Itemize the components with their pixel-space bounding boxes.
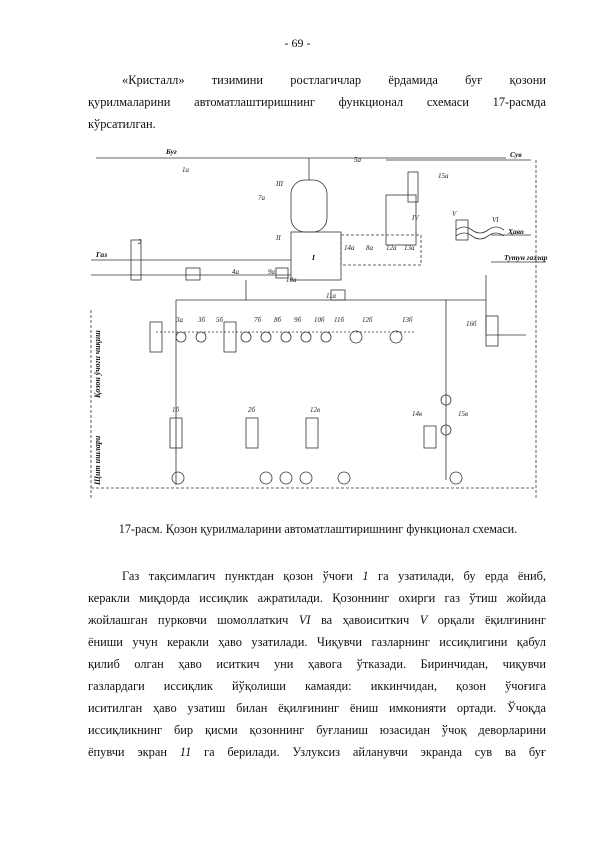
svg-text:1а: 1а (182, 166, 189, 174)
steam-label: Буғ (166, 147, 177, 156)
svg-text:16б: 16б (466, 320, 477, 328)
svg-text:III: III (276, 180, 283, 188)
gas-label: Газ (96, 250, 108, 259)
svg-text:4а: 4а (232, 268, 239, 276)
intro-line-2: қурилмаларини автоматлаштиришнинг функционал схемаси 17-расмда (88, 95, 546, 109)
svg-text:IV: IV (412, 214, 419, 222)
svg-text:7б: 7б (254, 316, 262, 324)
flue-gas-label: Тутун газлар (504, 253, 548, 262)
svg-text:14в: 14в (412, 410, 423, 418)
svg-text:VI: VI (492, 216, 499, 224)
svg-text:13а: 13а (404, 244, 415, 252)
air-label: Ҳаво (508, 227, 524, 236)
svg-text:5а: 5а (354, 156, 361, 164)
svg-text:II: II (276, 234, 281, 242)
page-number: - 69 - (284, 36, 311, 50)
svg-text:13б: 13б (402, 316, 413, 324)
svg-text:2: 2 (138, 238, 142, 246)
panel-vertical-label: Щит ишлари (93, 435, 102, 485)
svg-text:15а: 15а (438, 172, 449, 180)
svg-text:2б: 2б (248, 406, 256, 414)
svg-text:9б: 9б (294, 316, 302, 324)
svg-text:11а: 11а (326, 292, 336, 300)
svg-text:9а: 9а (268, 268, 275, 276)
svg-text:5б: 5б (216, 316, 224, 324)
svg-text:10б: 10б (314, 316, 325, 324)
svg-text:10а: 10а (286, 276, 297, 284)
scheme-diagram (86, 140, 548, 510)
intro-line-3: кўрсатилган. (88, 117, 156, 131)
water-label: Сув (510, 150, 522, 159)
figure-caption: 17-расм. Қозон қурилмаларини автоматлаштиришнинг функционал схемаси. (118, 522, 518, 536)
furnace-vertical-label: Қозон ўчоги чиқиш (93, 330, 102, 398)
svg-text:3а: 3а (176, 316, 183, 324)
svg-text:8б: 8б (274, 316, 282, 324)
boiler-drum (291, 180, 327, 232)
intro-paragraph (88, 69, 546, 135)
intro-line-1: «Кристалл» тизимини ростлагичлар ёрдамида буғ қозони (122, 73, 546, 87)
svg-text:15в: 15в (458, 410, 469, 418)
svg-text:11б: 11б (334, 316, 345, 324)
body-paragraph: Газ тақсимлагич пунктдан қозон ўчоғи 1 га узатилади, бу ерда ёниб, керакли миқдорда иссиқлик ажратилади. Қозоннинг охирги газ ўтиш жойида жойлашган пурковчи шомоллаткич VI ва ҳавоиситкич V орқали ёқилғининг ёниши учун керакли ҳаво узатилади. Чиқувчи газларнинг иссиқлигини қабул қилиб олган ҳаво иситкич уни ҳавога ўтказади. Биринчидан, чиқувчи газлардаги иссиқлик йўқолиши камаяди: иккинчидан, қозон ўчоғига иситилган ҳаво узатиш билан ёқилғининг ёниш имконияти ортади. Ўчоқда иссиқликнинг бир қисми қозоннинг буғланиш юзасидан ўчоқ деворларини ёпувчи экран 11 га берилади. Узлуксиз айланувчи экранда сув ва буғ (88, 569, 546, 759)
svg-text:I: I (312, 253, 315, 262)
svg-text:8а: 8а (366, 244, 373, 252)
svg-text:14а: 14а (344, 244, 355, 252)
svg-text:1б: 1б (172, 406, 180, 414)
svg-text:12а: 12а (386, 244, 397, 252)
svg-text:7а: 7а (258, 194, 265, 202)
svg-text:3б: 3б (198, 316, 206, 324)
furnace (291, 232, 341, 280)
svg-text:12б: 12б (362, 316, 373, 324)
svg-text:V: V (452, 210, 457, 218)
svg-text:12в: 12в (310, 406, 321, 414)
functional-scheme-figure (86, 140, 548, 510)
